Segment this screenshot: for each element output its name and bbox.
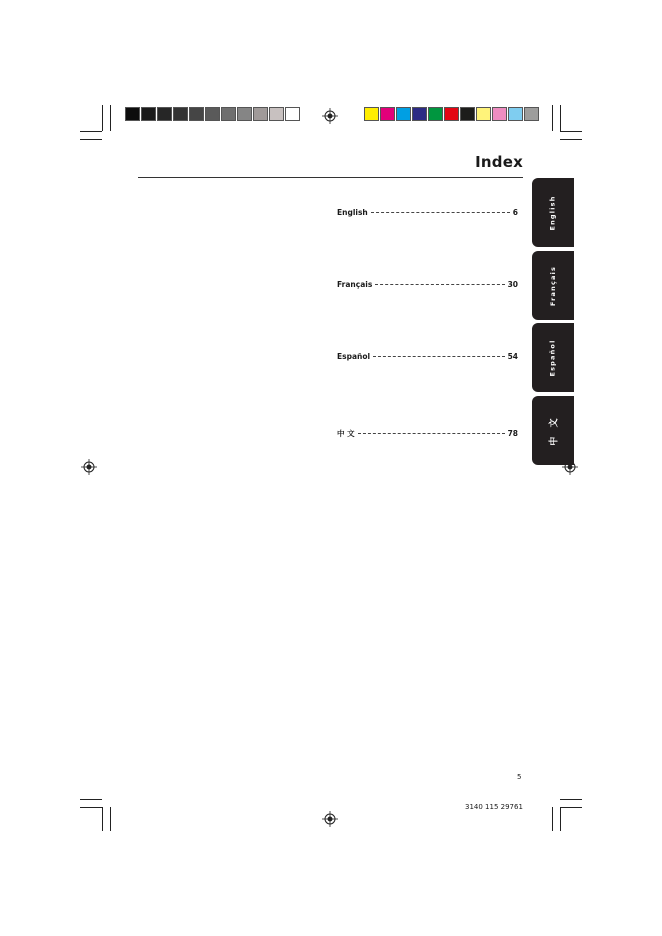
color-swatch (380, 107, 395, 121)
dot-leader (371, 211, 510, 213)
gray-swatch (189, 107, 204, 121)
color-swatch (364, 107, 379, 121)
crop-mark (552, 807, 553, 831)
index-entry-page: 78 (507, 429, 518, 438)
registration-mark-icon (322, 811, 338, 827)
tab-label: 中 文 (549, 415, 560, 446)
tab-label: English (548, 194, 557, 231)
gray-swatch (173, 107, 188, 121)
index-entry-espanol (337, 352, 518, 361)
crop-mark (560, 807, 582, 808)
title-divider (138, 177, 523, 178)
index-entry-label: 中 文 (337, 429, 355, 438)
color-swatch (476, 107, 491, 121)
gray-swatch (141, 107, 156, 121)
crop-mark (560, 807, 561, 831)
crop-mark (110, 807, 111, 831)
tab-label: Español (548, 338, 557, 377)
document-code: 3140 115 29761 (465, 803, 523, 811)
crop-mark (102, 807, 103, 831)
crop-mark (80, 139, 102, 140)
page-title: Index (475, 153, 523, 171)
index-entry-chinese (337, 428, 518, 439)
crop-mark (110, 105, 111, 131)
gray-swatch (125, 107, 140, 121)
registration-mark-icon (81, 459, 97, 475)
gray-swatch (205, 107, 220, 121)
crop-mark (560, 139, 582, 140)
gray-swatch (221, 107, 236, 121)
color-swatch (412, 107, 427, 121)
tab-label: Français (549, 265, 557, 306)
index-entry-francais (337, 280, 518, 289)
color-swatch (524, 107, 539, 121)
dot-leader (358, 432, 505, 434)
index-entry-page: 6 (512, 208, 518, 217)
color-calibration-bar (364, 107, 540, 121)
page-number: 5 (517, 773, 522, 781)
crop-mark (560, 105, 561, 131)
index-entry-label: English (337, 208, 368, 217)
tab-english[interactable] (532, 178, 574, 247)
index-entry-english (337, 208, 518, 217)
color-swatch (396, 107, 411, 121)
color-swatch (460, 107, 475, 121)
crop-mark (80, 131, 102, 132)
crop-mark (560, 799, 582, 800)
gray-swatch (285, 107, 300, 121)
dot-leader (373, 355, 504, 357)
index-entry-page: 54 (507, 352, 518, 361)
color-swatch (428, 107, 443, 121)
color-swatch (508, 107, 523, 121)
index-entry-page: 30 (507, 280, 518, 289)
crop-mark (102, 105, 103, 131)
gray-swatch (157, 107, 172, 121)
index-entry-label: Français (337, 280, 373, 289)
crop-mark (552, 105, 553, 131)
index-entry-label: Español (337, 352, 371, 361)
tab-chinese[interactable] (532, 396, 574, 465)
tab-espanol[interactable] (532, 323, 574, 392)
dot-leader (375, 283, 504, 285)
gray-swatch (237, 107, 252, 121)
crop-mark (560, 131, 582, 132)
grayscale-calibration-bar (125, 107, 301, 121)
color-swatch (492, 107, 507, 121)
gray-swatch (253, 107, 268, 121)
color-swatch (444, 107, 459, 121)
tab-francais[interactable] (532, 251, 574, 320)
registration-mark-icon (322, 108, 338, 124)
crop-mark (80, 799, 102, 800)
crop-mark (80, 807, 102, 808)
gray-swatch (269, 107, 284, 121)
